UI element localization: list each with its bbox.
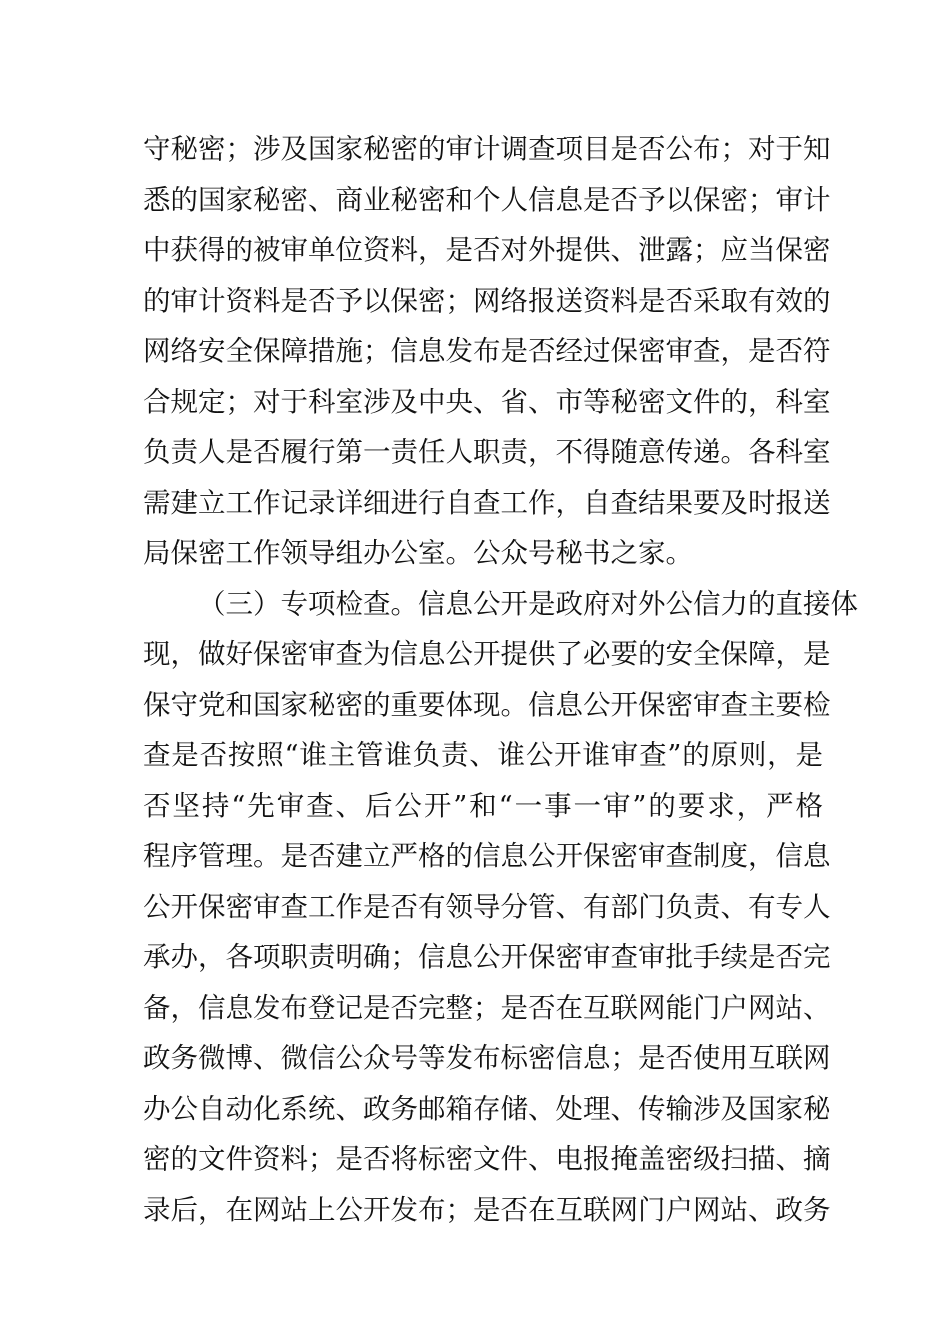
paragraph-end-line: 局保密工作领导组办公室。公众号秘书之家。 xyxy=(143,537,693,569)
text-line: 悉的国家秘密、商业秘密和个人信息是否予以保密；审计 xyxy=(143,183,831,216)
text-line: 网络安全保障措施；信息发布是否经过保密审查，是否符 xyxy=(143,335,831,367)
text-line: 保守党和国家秘密的重要体现。信息公开保密审查主要检 xyxy=(143,688,831,721)
text-line: 录后，在网站上公开发布；是否在互联网门户网站、政务 xyxy=(143,1193,831,1226)
body-text xyxy=(143,124,858,1235)
text-line: 查是否按照“谁主管谁负责、谁公开谁审查”的原则，是 xyxy=(143,739,823,771)
text-line: 中获得的被审单位资料，是否对外提供、泄露；应当保密 xyxy=(143,234,831,266)
text-line: 承办，各项职责明确；信息公开保密审查审批手续是否完 xyxy=(143,941,831,973)
text-line: 需建立工作记录详细进行自查工作，自查结果要及时报送 xyxy=(143,486,831,519)
text-line: 政务微博、微信公众号等发布标密信息；是否使用互联网 xyxy=(143,1042,831,1074)
text-line: 密的文件资料；是否将标密文件、电报掩盖密级扫描、摘 xyxy=(143,1143,831,1175)
text-line: 备，信息发布登记是否完整；是否在互联网能门户网站、 xyxy=(143,991,831,1024)
text-line: 程序管理。是否建立严格的信息公开保密审查制度，信息 xyxy=(143,840,831,872)
text-line: 的审计资料是否予以保密；网络报送资料是否采取有效的 xyxy=(143,284,831,317)
text-line: 公开保密审查工作是否有领导分管、有部门负责、有专人 xyxy=(143,890,831,923)
text-line: 否坚持“先审查、后公开”和“一事一审”的要求，严格 xyxy=(143,789,823,822)
text-line: 守秘密；涉及国家秘密的审计调查项目是否公布；对于知 xyxy=(143,133,831,165)
text-line: 合规定；对于科室涉及中央、省、市等秘密文件的，科室 xyxy=(143,385,831,418)
section-heading-line: （三）专项检查。信息公开是政府对外公信力的直接体 xyxy=(198,587,858,620)
text-line: 办公自动化系统、政务邮箱存储、处理、传输涉及国家秘 xyxy=(143,1092,831,1125)
text-line: 负责人是否履行第一责任人职责，不得随意传递。各科室 xyxy=(143,436,831,468)
text-line: 现，做好保密审查为信息公开提供了必要的安全保障，是 xyxy=(143,638,831,670)
